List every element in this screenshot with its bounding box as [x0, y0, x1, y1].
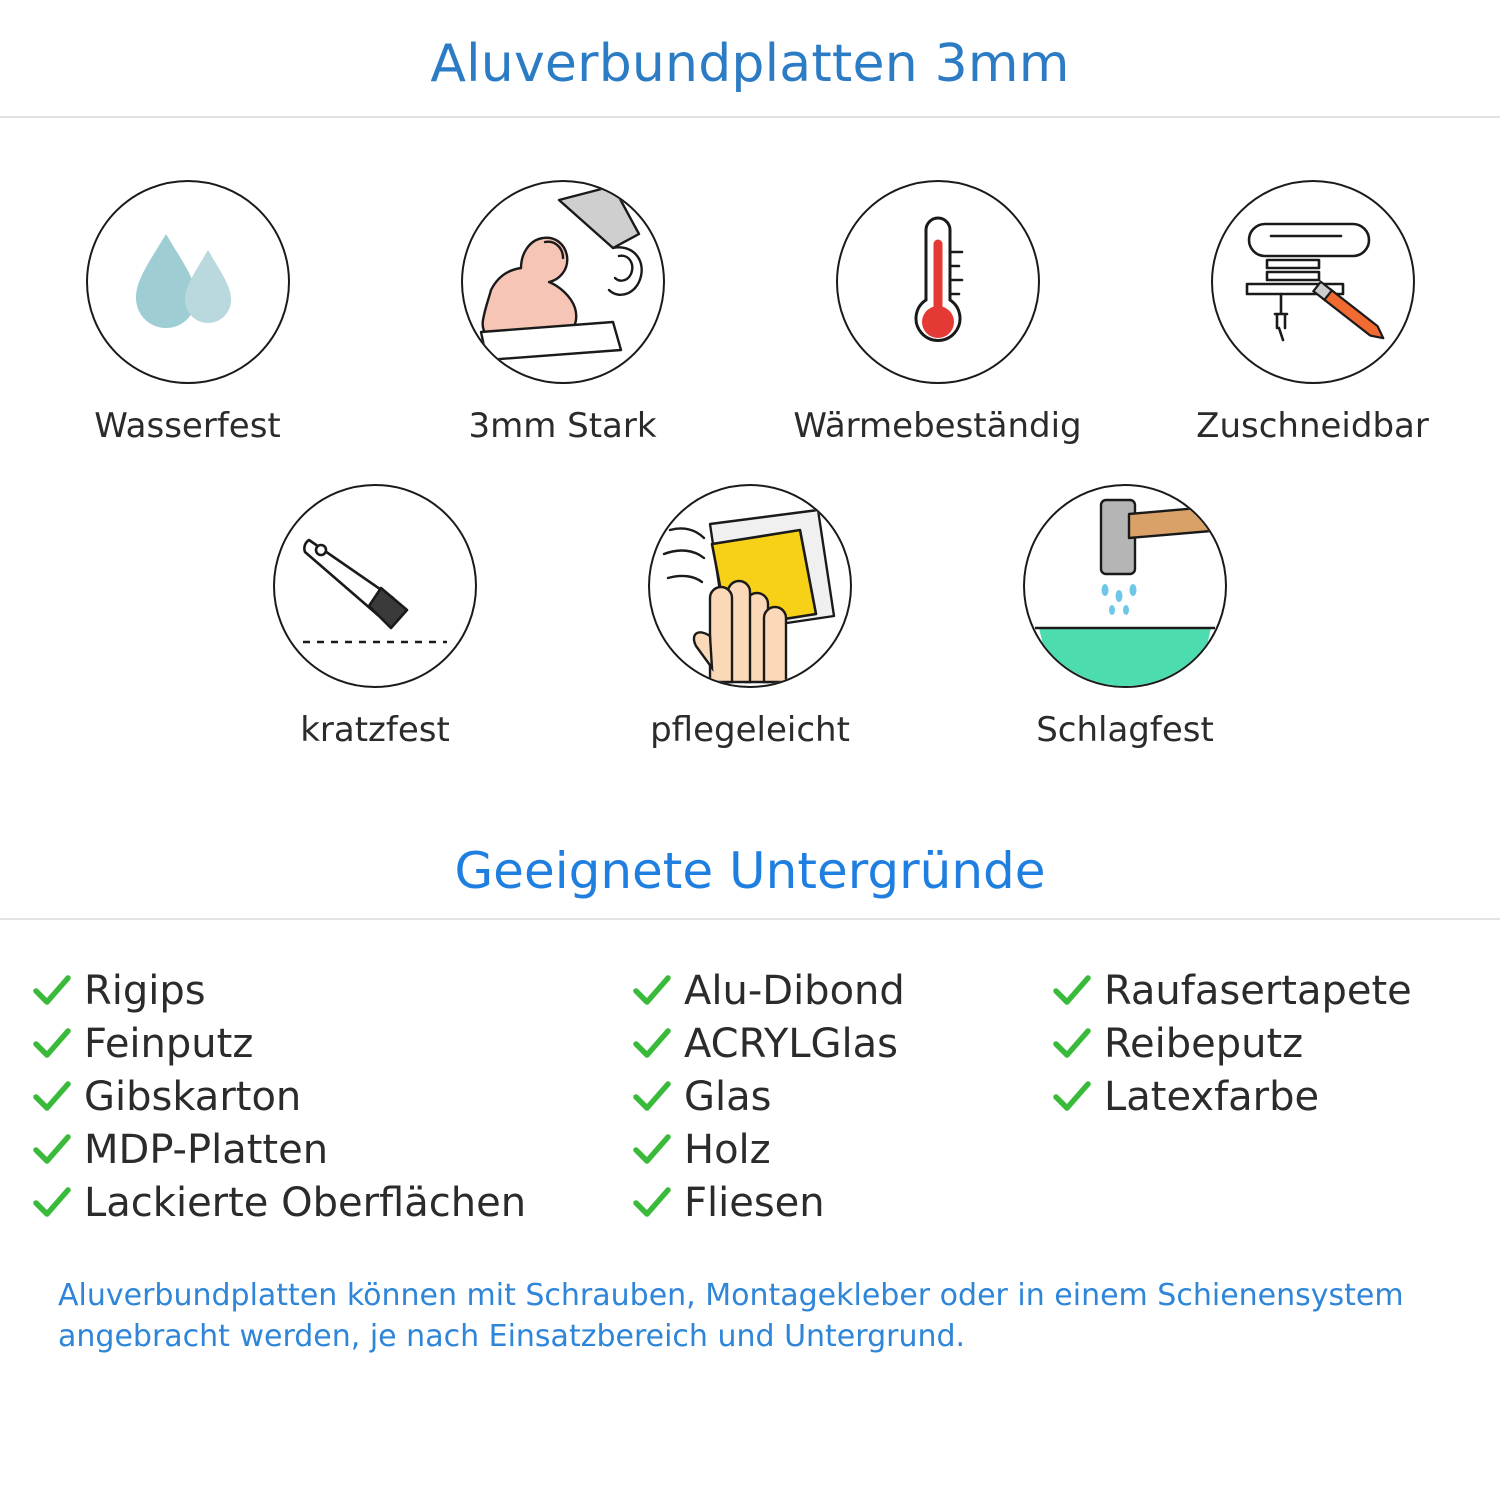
check-icon: [630, 1027, 674, 1061]
feature-schlagfest: [938, 484, 1313, 750]
feature-kratzfest: [188, 484, 563, 750]
feature-pflegeleicht: [563, 484, 938, 750]
check-icon: [30, 1186, 74, 1220]
list-item: [630, 964, 1050, 1017]
list-item: [630, 1017, 1050, 1070]
cleaning-cloth-hand-icon: [650, 486, 850, 686]
list-item-label: Raufasertapete: [1104, 967, 1412, 1014]
list-item: [30, 1017, 630, 1070]
list-item-label: Reibeputz: [1104, 1020, 1304, 1067]
footnote-text: Aluverbundplatten können mit Schrauben, Montagekleber oder in einem Schienensystem angebracht werden, je nach Einsatzbereich und Untergrund.: [58, 1278, 1404, 1355]
list-item-label: Lackierte Oberflächen: [84, 1179, 527, 1226]
check-icon: [30, 1133, 74, 1167]
list-item: [630, 1070, 1050, 1123]
substrates-column-2: [630, 964, 1050, 1229]
flexing-arm-icon: [463, 182, 663, 382]
list-item-label: ACRYLGlas: [684, 1020, 899, 1067]
list-item-label: Fliesen: [684, 1179, 825, 1226]
list-item: [1050, 1017, 1480, 1070]
feature-label: Wasserfest: [94, 406, 281, 446]
check-icon: [1050, 974, 1094, 1008]
feature-label: Wärmebeständig: [793, 406, 1082, 446]
list-item-label: Rigips: [84, 967, 206, 1014]
check-icon: [630, 1186, 674, 1220]
substrates-heading: Geeignete Untergründe: [454, 842, 1046, 900]
feature-row-primary: [0, 180, 1500, 446]
feature-3mm-stark: [375, 180, 750, 446]
title-block: [0, 0, 1500, 118]
list-item-label: MDP-Platten: [84, 1126, 329, 1173]
check-icon: [1050, 1080, 1094, 1114]
feature-icon-circle: [1211, 180, 1415, 384]
check-icon: [30, 1027, 74, 1061]
feature-label: Schlagfest: [1036, 710, 1214, 750]
list-item: [630, 1123, 1050, 1176]
list-item-label: Latexfarbe: [1104, 1073, 1320, 1120]
feature-label: 3mm Stark: [468, 406, 657, 446]
list-item: [30, 1123, 630, 1176]
feature-waermebestaendig: [750, 180, 1125, 446]
check-icon: [1050, 1027, 1094, 1061]
page-title: Aluverbundplatten 3mm: [430, 34, 1070, 94]
list-item-label: Feinputz: [84, 1020, 254, 1067]
feature-icon-circle: [273, 484, 477, 688]
check-icon: [630, 1080, 674, 1114]
knife-scratch-icon: [275, 486, 475, 686]
list-item: [30, 964, 630, 1017]
feature-label: pflegeleicht: [650, 710, 850, 750]
feature-icon-circle: [461, 180, 665, 384]
substrates-column-3: [1050, 964, 1480, 1229]
list-item-label: Gibskarton: [84, 1073, 302, 1120]
list-item: [30, 1176, 630, 1229]
list-item-label: Glas: [684, 1073, 772, 1120]
list-item: [1050, 964, 1480, 1017]
feature-wasserfest: [0, 180, 375, 446]
check-icon: [630, 974, 674, 1008]
feature-icon-circle: [1023, 484, 1227, 688]
hammer-impact-icon: [1025, 486, 1225, 686]
list-item-label: Alu-Dibond: [684, 967, 905, 1014]
subtitle-block: [0, 834, 1500, 920]
check-icon: [630, 1133, 674, 1167]
substrates-lists: [0, 964, 1500, 1229]
feature-icon-circle: [86, 180, 290, 384]
list-item-label: Holz: [684, 1126, 771, 1173]
list-item: [30, 1070, 630, 1123]
check-icon: [30, 1080, 74, 1114]
feature-row-secondary: [0, 484, 1500, 750]
thermometer-icon: [838, 182, 1038, 382]
substrates-column-1: [30, 964, 630, 1229]
feature-zuschneidbar: [1125, 180, 1500, 446]
water-drops-icon: [88, 182, 288, 382]
jigsaw-cutter-icon: [1213, 182, 1413, 382]
feature-icon-circle: [648, 484, 852, 688]
feature-icon-circle: [836, 180, 1040, 384]
list-item: [630, 1176, 1050, 1229]
list-item: [1050, 1070, 1480, 1123]
feature-label: Zuschneidbar: [1196, 406, 1429, 446]
check-icon: [30, 974, 74, 1008]
feature-label: kratzfest: [300, 710, 450, 750]
